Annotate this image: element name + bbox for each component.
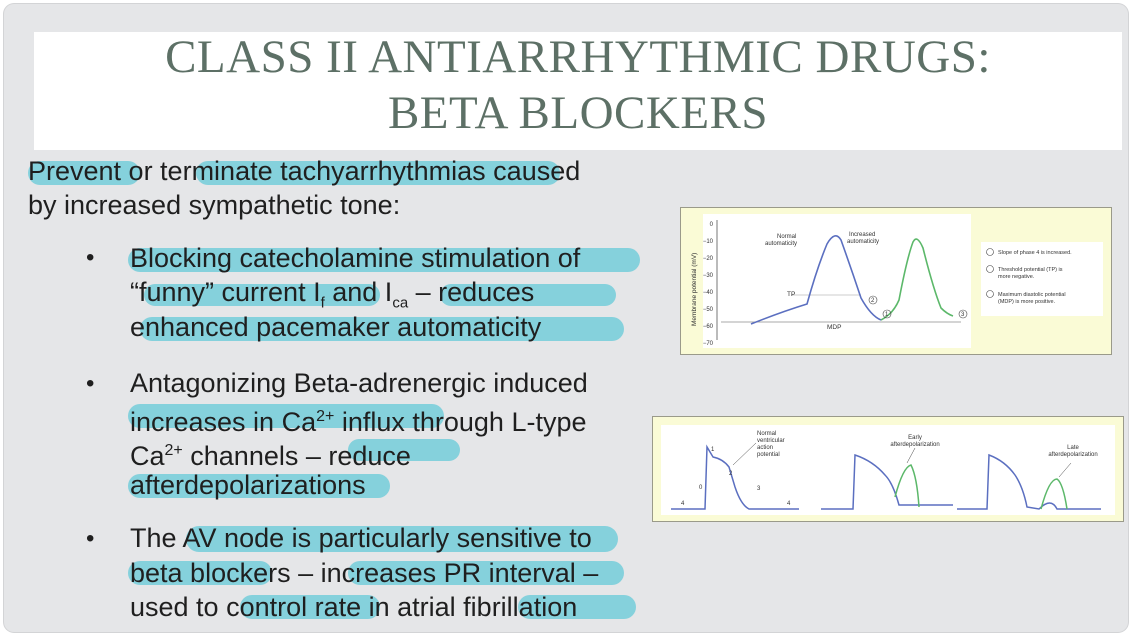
bullet-dot: •	[86, 244, 95, 271]
marker-3-text: 3	[961, 312, 965, 318]
label-increased-automaticity: Increased automaticity	[847, 232, 880, 245]
marker-1-text: 1	[885, 312, 889, 318]
y-tick: −10	[702, 239, 713, 245]
legend-item-3: Maximum diastolic potential (MDP) is more positive.	[998, 292, 1066, 305]
mdp-label: MDP	[827, 324, 842, 331]
y-tick: −70	[702, 341, 713, 347]
y-tick: −30	[702, 273, 713, 279]
bullet-2-line-1: Antagonizing Beta-adrenergic induced	[130, 368, 588, 398]
label-normal-automaticity: Normal automaticity	[765, 234, 798, 247]
legend-item-2: Threshold potential (TP) is more negative.	[998, 267, 1063, 280]
bullet-2-line-4: afterdepolarizations	[130, 470, 366, 500]
afterdepolarization-figure	[652, 416, 1124, 522]
bullet-dot: •	[86, 525, 95, 552]
intro-line-1: Prevent or terminate tachyarrhythmias caused	[28, 156, 581, 186]
y-axis-label: Membrane potential (mV)	[691, 252, 698, 326]
phase-4b: 4	[787, 501, 791, 507]
intro-line-2: by increased sympathetic tone:	[28, 190, 401, 220]
bullet-3-line-2: beta blockers – increases PR interval –	[130, 558, 599, 588]
marker-2-text: 2	[871, 298, 875, 304]
label-late-ad: Late afterdepolarization	[1048, 445, 1098, 458]
y-tick: −20	[702, 256, 713, 262]
bullet-2-line-3: $Ca^{2+}$ channels – reduce	[130, 441, 411, 471]
phase-4: 4	[681, 501, 685, 507]
bullet-3-line-3: used to control rate in atrial fibrillation	[130, 592, 578, 622]
bullet-1-line-2: “funny” current $I_f$ and $I_{ca}$ – reduces	[130, 277, 535, 312]
title-line-1: CLASS II ANTIARRHYTHMIC DRUGS:	[165, 31, 991, 83]
legend-item-1: Slope of phase 4 is increased.	[998, 250, 1072, 256]
tp-label: TP	[787, 291, 796, 298]
y-tick: −40	[702, 290, 713, 296]
bullet-1-line-1: Blocking catecholamine stimulation of	[130, 243, 581, 273]
automaticity-figure	[680, 207, 1112, 355]
slide	[4, 4, 1128, 632]
bullet-2-line-2: increases in $Ca^{2+}$ influx through L-type	[130, 407, 587, 437]
bullet-dot: •	[86, 370, 95, 397]
phase-2: 2	[729, 471, 733, 477]
y-tick: −60	[702, 324, 713, 330]
y-tick: −50	[702, 307, 713, 313]
label-normal-ap: Normal ventricular action potential	[757, 431, 785, 458]
automaticity-figure-svg	[681, 208, 1111, 354]
bullet-1-line-3: enhanced pacemaker automaticity	[130, 312, 542, 342]
afterdepolarization-figure-svg	[653, 417, 1123, 521]
title-line-2: BETA BLOCKERS	[387, 87, 769, 139]
phase-1: 1	[711, 447, 715, 453]
title-box	[34, 32, 1122, 150]
y-tick: 0	[709, 222, 713, 228]
plot-area	[661, 425, 1115, 515]
label-early-ad: Early afterdepolarization	[890, 435, 940, 448]
phase-3: 3	[757, 486, 761, 492]
bullet-3-line-1: The AV node is particularly sensitive to	[130, 523, 592, 553]
phase-0: 0	[699, 485, 703, 491]
